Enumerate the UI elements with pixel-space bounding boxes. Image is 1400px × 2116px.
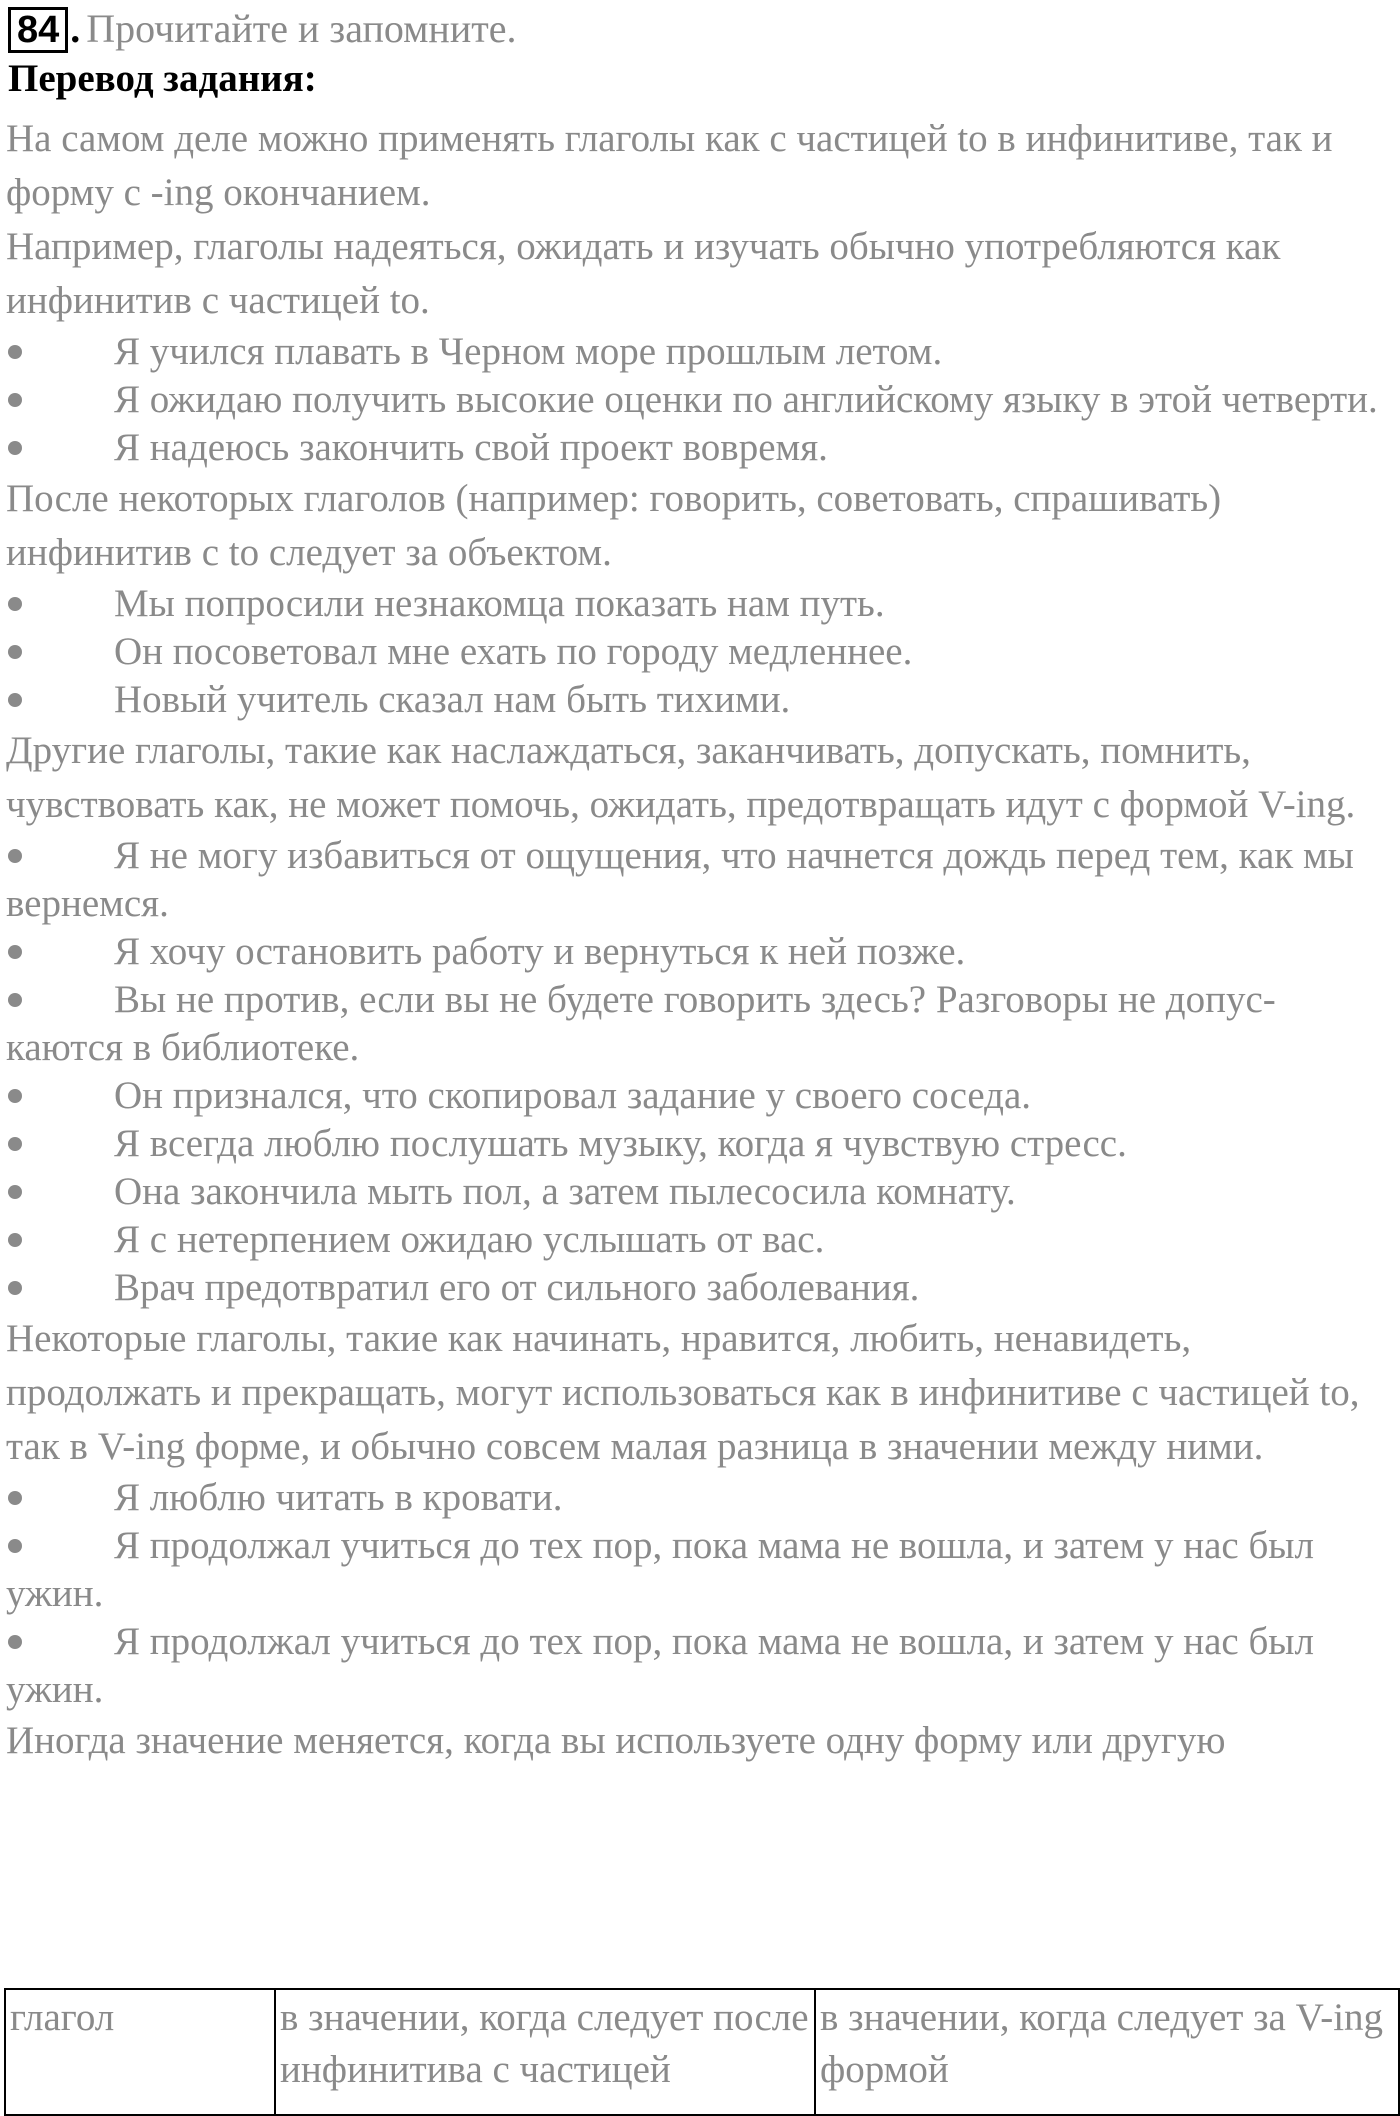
bullet-item (6, 1168, 1392, 1216)
bullet-text: Я надеюсь закончить свой проект вовремя. (114, 426, 828, 469)
meaning-table (4, 1988, 1400, 2116)
bullet-dot-icon (8, 1233, 22, 1247)
bullet-item (6, 976, 1392, 1072)
bullet-dot-icon (8, 1491, 22, 1505)
bullet-text: Я всегда люблю послушать музыку, когда я чувствую стресс. (114, 1122, 1127, 1165)
bullet-dot-icon (8, 849, 22, 863)
paragraph: Например, глаголы надеяться, ожидать и изучать обычно употребляются как инфинитив с частицей to. (6, 225, 1281, 322)
exercise-header (8, 6, 516, 53)
bullet-dot-icon (8, 393, 22, 407)
paragraph: Некоторые глаголы, такие как начинать, нравится, любить, ненавидеть, продолжать и прекращать, могут использоваться как в инфинитиве с частицей to, так в V-ing форме, и обычно совсем малая разница в значении между ними. (6, 1317, 1360, 1468)
bullet-text: Я учился плавать в Черном море прошлым летом. (114, 330, 943, 373)
bullet-text: Я хочу остановить работу и вернуться к ней позже. (114, 930, 966, 973)
bullet-dot-icon (8, 597, 22, 611)
bullet-item (6, 628, 1392, 676)
table-header-cell-ing: в значении, когда следует за V-ing формой (815, 1989, 1399, 2115)
translation-body (6, 112, 1392, 1768)
meaning-table-wrap (4, 1988, 1398, 2116)
bullet-dot-icon (8, 1089, 22, 1103)
bullet-item (6, 424, 1392, 472)
bullet-item (6, 1474, 1392, 1522)
translation-heading: Перевод задания: (8, 57, 317, 100)
bullet-dot-icon (8, 1185, 22, 1199)
bullet-dot-icon (8, 1137, 22, 1151)
bullet-text: Я люблю читать в кровати. (114, 1476, 563, 1519)
bullet-item (6, 328, 1392, 376)
bullet-dot-icon (8, 345, 22, 359)
exercise-number-dot: . (70, 6, 81, 51)
table-header-row (5, 1989, 1399, 2115)
bullet-dot-icon (8, 945, 22, 959)
bullet-text: Я ожидаю получить высокие оценки по английскому языку в этой четверти. (114, 378, 1378, 421)
bullet-dot-icon (8, 1635, 22, 1649)
bullet-item (6, 376, 1392, 424)
bullet-text: Врач предотвратил его от сильного заболевания. (114, 1266, 920, 1309)
table-header-cell-verb: глагол (5, 1989, 275, 2115)
paragraph: Иногда значение меняется, когда вы используете одну форму или другую (6, 1719, 1226, 1762)
paragraph: Другие глаголы, такие как наслаждаться, заканчивать, допускать, помнить, чувствовать как, не может помочь, ожидать, предотвращать идут с формой V-ing. (6, 729, 1356, 826)
bullet-text: Я продолжал учиться до тех пор, пока мама не вошла, и затем у нас был ужин. (6, 1524, 1314, 1615)
exercise-number: 84 (8, 7, 68, 53)
bullet-item (6, 1072, 1392, 1120)
bullet-dot-icon (8, 645, 22, 659)
bullet-text: Я с нетерпением ожидаю услышать от вас. (114, 1218, 825, 1261)
bullet-text: Я продолжал учиться до тех пор, пока мама не вошла, и затем у нас был ужин. (6, 1620, 1314, 1711)
bullet-item (6, 1120, 1392, 1168)
paragraph: После некоторых глаголов (например: говорить, советовать, спрашивать) инфинитив с to следует за объектом. (6, 477, 1222, 574)
bullet-text: Он признался, что скопировал задание у своего соседа. (114, 1074, 1032, 1117)
paragraph: На самом деле можно применять глаголы как с частицей to в инфинитиве, так и форму с -ing окончанием. (6, 117, 1333, 214)
bullet-item (6, 580, 1392, 628)
bullet-item (6, 1216, 1392, 1264)
bullet-dot-icon (8, 693, 22, 707)
bullet-item (6, 1264, 1392, 1312)
table-header-cell-infinitive: в значении, когда следует после инфинитива с частицей (275, 1989, 815, 2115)
bullet-dot-icon (8, 993, 22, 1007)
bullet-text: Вы не против, если вы не будете говорить здесь? Разговоры не допус-каются в библиотеке. (6, 978, 1276, 1069)
bullet-item (6, 928, 1392, 976)
bullet-dot-icon (8, 441, 22, 455)
bullet-dot-icon (8, 1281, 22, 1295)
bullet-dot-icon (8, 1539, 22, 1553)
bullet-text: Он посоветовал мне ехать по городу медленнее. (114, 630, 913, 673)
bullet-text: Я не могу избавиться от ощущения, что начнется дождь перед тем, как мы вернемся. (6, 834, 1354, 925)
bullet-item (6, 1618, 1392, 1714)
bullet-text: Новый учитель сказал нам быть тихими. (114, 678, 791, 721)
bullet-text: Мы попросили незнакомца показать нам путь. (114, 582, 885, 625)
bullet-item (6, 1522, 1392, 1618)
bullet-item (6, 832, 1392, 928)
bullet-item (6, 676, 1392, 724)
bullet-text: Она закончила мыть пол, а затем пылесосила комнату. (114, 1170, 1016, 1213)
exercise-instruction: Прочитайте и запомните. (86, 6, 517, 51)
